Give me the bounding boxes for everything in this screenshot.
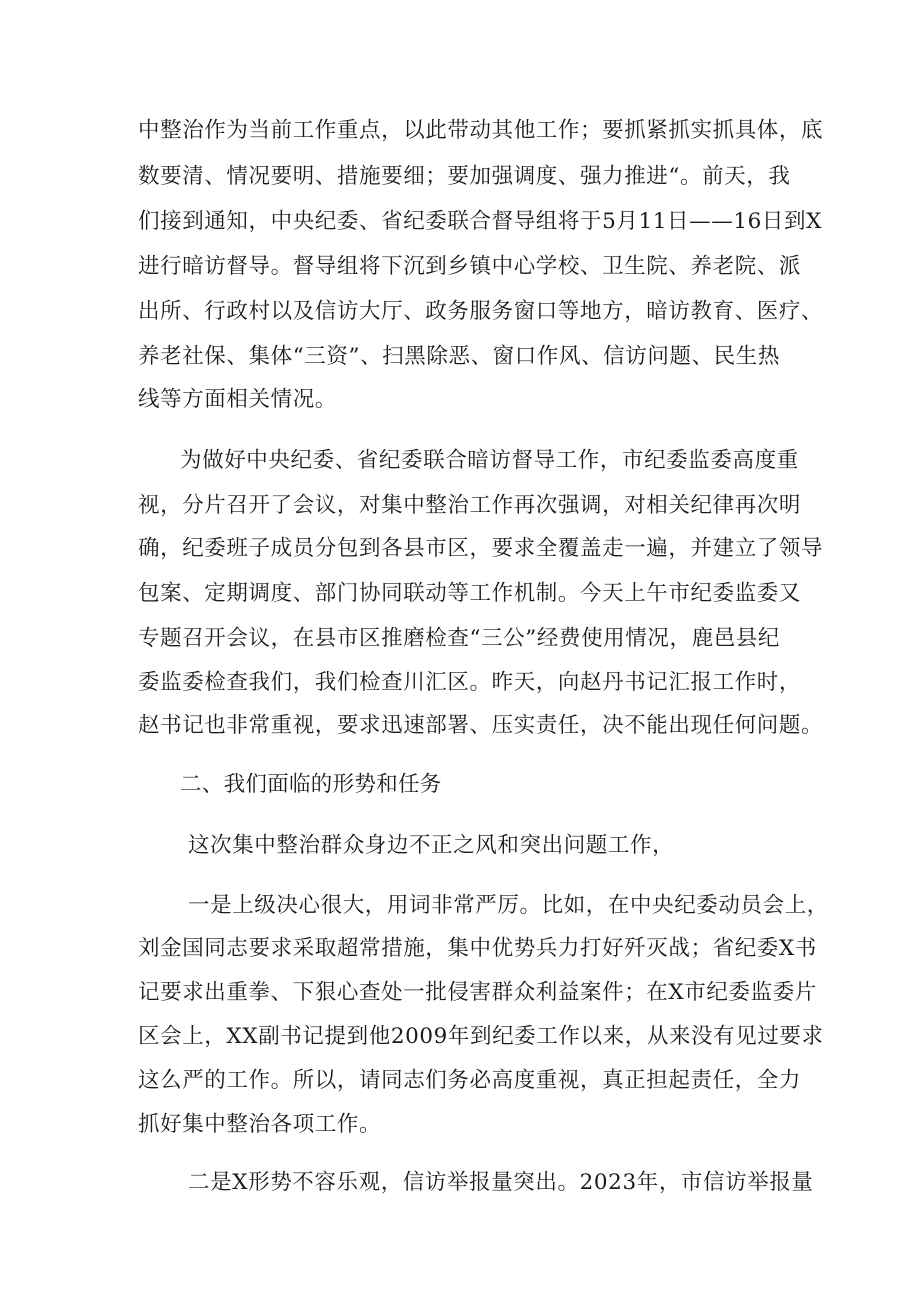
paragraph-3-line-1: 这次集中整治群众身边不正之风和突出问题工作， bbox=[188, 833, 675, 858]
paragraph-1-line-6: 养老社保、集体“三资”、扫黑除恶、窗口作风、信访问题、民生热 bbox=[138, 344, 780, 369]
paragraph-4-line-1: 一是上级决心很大，用词非常严厉。比如，在中央纪委动员会上， bbox=[188, 893, 829, 918]
paragraph-4-line-5: 这么严的工作。所以，请同志们务必高度重视，真正担起责任，全力 bbox=[138, 1068, 802, 1093]
paragraph-4-line-2: 刘金国同志要求采取超常措施，集中优势兵力打好歼灭战；省纪委X书 bbox=[138, 936, 817, 961]
paragraph-1-line-4: 进行暗访督导。督导组将下沉到乡镇中心学校、卫生院、养老院、派 bbox=[138, 254, 802, 279]
paragraph-4-line-6: 抓好集中整治各项工作。 bbox=[138, 1112, 382, 1137]
paragraph-4-line-4: 区会上，XX副书记提到他2009年到纪委工作以来，从来没有见过要求 bbox=[138, 1024, 824, 1049]
paragraph-2-line-4: 包案、定期调度、部门协同联动等工作机制。今天上午市纪委监委又 bbox=[138, 581, 802, 606]
paragraph-1-line-1: 中整治作为当前工作重点，以此带动其他工作；要抓紧抓实抓具体，底 bbox=[138, 118, 824, 143]
paragraph-1-line-2: 数要清、情况要明、措施要细；要加强调度、强力推进“。前天，我 bbox=[138, 164, 791, 189]
paragraph-4-line-3: 记要求出重拳、下狠心查处一批侵害群众利益案件；在X市纪委监委片 bbox=[138, 980, 817, 1005]
paragraph-2-line-5: 专题召开会议，在县市区推磨检查“三公”经费使用情况，鹿邑县纪 bbox=[138, 626, 780, 651]
paragraph-2-line-3: 确，纪委班子成员分包到各县市区，要求全覆盖走一遍，并建立了领导 bbox=[138, 536, 824, 561]
paragraph-1-line-3: 们接到通知，中央纪委、省纪委联合督导组将于5月11日——16日到X bbox=[138, 209, 823, 234]
paragraph-2-line-1: 为做好中央纪委、省纪委联合暗访督导工作，市纪委监委高度重 bbox=[180, 448, 799, 473]
paragraph-2-line-2: 视，分片召开了会议，对集中整治工作再次强调，对相关纪律再次明 bbox=[138, 493, 802, 518]
paragraph-1-line-5: 出所、行政村以及信访大厅、政务服务窗口等地方，暗访教育、医疗、 bbox=[138, 299, 824, 324]
section-heading: 二、我们面临的形势和任务 bbox=[180, 772, 442, 797]
paragraph-2-line-6: 委监委检查我们，我们检查川汇区。昨天，向赵丹书记汇报工作时， bbox=[138, 670, 802, 695]
paragraph-5-line-1: 二是X形势不容乐观，信访举报量突出。2023年，市信访举报量 bbox=[188, 1170, 814, 1195]
paragraph-2-line-7: 赵书记也非常重视，要求迅速部署、压实责任，决不能出现任何问题。 bbox=[138, 713, 824, 738]
paragraph-1-line-7: 线等方面相关情况。 bbox=[138, 387, 337, 412]
